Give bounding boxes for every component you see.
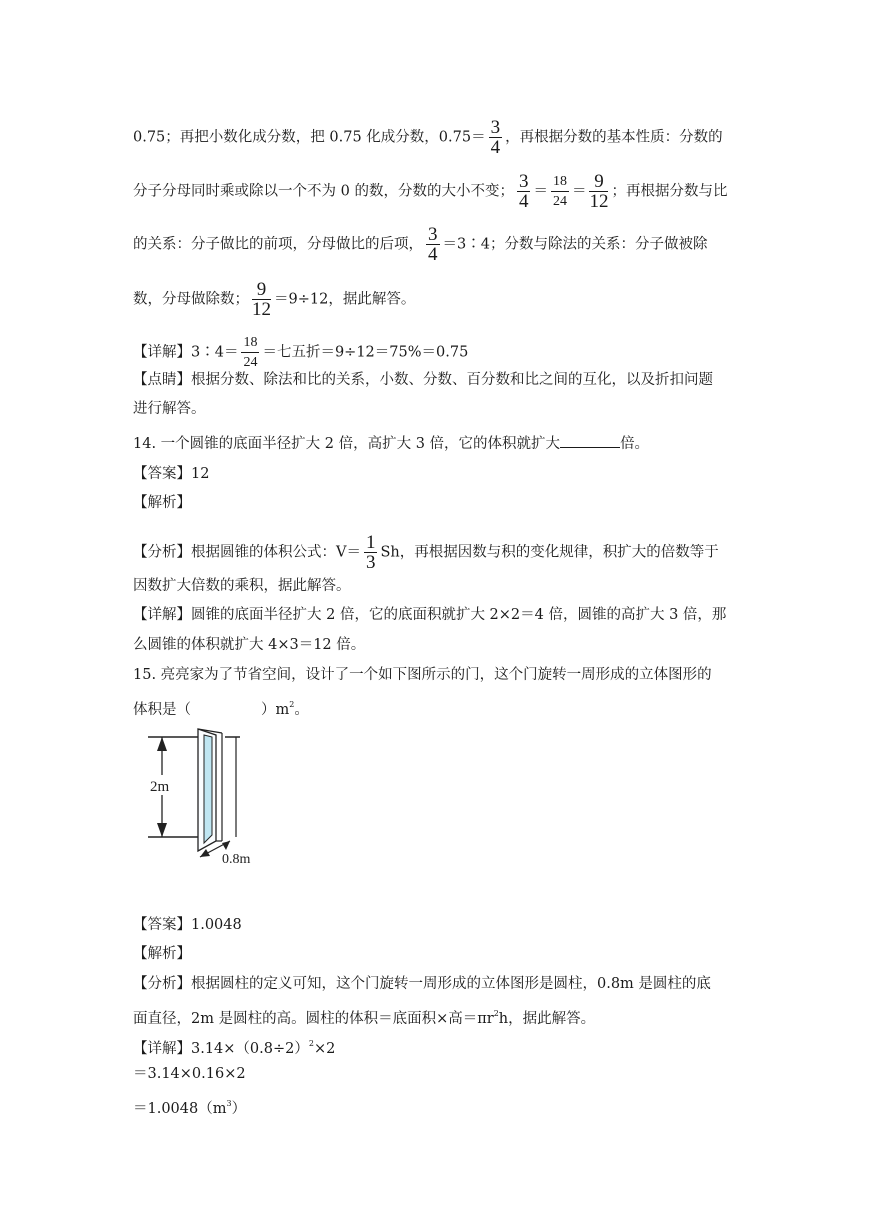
text: ＝3∶4；分数与除法的关系：分子做被除 bbox=[442, 236, 708, 253]
text: 【详解】3.14×（0.8÷2） bbox=[133, 1041, 309, 1057]
numerator: 9 bbox=[589, 172, 608, 192]
text: ＝七五折＝9÷12＝75%＝0.75 bbox=[262, 344, 469, 361]
text: ） bbox=[231, 1101, 247, 1117]
height-label: 2m bbox=[150, 779, 170, 795]
text: 。 bbox=[294, 702, 309, 718]
fraction bbox=[426, 225, 440, 264]
text: ＝1.0048（m bbox=[133, 1101, 227, 1117]
text: 数，分母做除数； bbox=[133, 291, 249, 308]
numerator: 3 bbox=[518, 171, 529, 192]
text-line: 【点睛】根据分数、除法和比的关系，小数、分数、百分数和比之间的互化，以及折扣问题 bbox=[133, 372, 713, 388]
text-line: 分子分母同时乘或除以一个不为 0 的数，分数的大小不变； $\frac{3}{4}$ ＝ $\frac{18}{24}$ ＝ $\frac{9}{12}$ ；再根据分数与比 bbox=[133, 171, 728, 212]
fraction bbox=[589, 172, 608, 211]
denominator: 24 bbox=[243, 355, 258, 370]
denominator: 12 bbox=[589, 191, 609, 212]
text-line bbox=[133, 280, 415, 319]
text: 14. 一个圆锥的底面半径扩大 2 倍，高扩大 3 倍，它的体积就扩大 bbox=[133, 436, 561, 452]
numerator: 9 bbox=[252, 280, 271, 300]
denominator: 4 bbox=[518, 191, 529, 212]
fraction bbox=[551, 172, 569, 211]
numerator: 18 bbox=[241, 333, 259, 353]
text-line bbox=[133, 533, 719, 572]
text-line: 因数扩大倍数的乘积，据此解答。 bbox=[133, 578, 351, 594]
superscript: 2 bbox=[308, 1039, 314, 1048]
text: 面直径，2m 是圆柱的高。圆柱的体积＝底面积×高＝πr bbox=[133, 1011, 494, 1027]
denominator: 3 bbox=[365, 552, 376, 573]
text-line bbox=[133, 333, 468, 372]
text: ；再根据分数与比 bbox=[611, 183, 728, 200]
door-diagram bbox=[140, 725, 270, 870]
denominator: 24 bbox=[552, 194, 567, 209]
text: Sh，再根据因数与积的变化规律，积扩大的倍数等于 bbox=[380, 544, 719, 561]
text: ＝9÷12，据此解答。 bbox=[274, 291, 416, 308]
text-line bbox=[133, 225, 707, 264]
text: ×2 bbox=[313, 1041, 336, 1057]
text-line bbox=[133, 118, 723, 157]
text: 倍。 bbox=[620, 436, 650, 452]
fraction bbox=[364, 533, 378, 572]
denominator: 4 bbox=[490, 137, 501, 158]
numerator: 18 bbox=[551, 172, 569, 192]
text-line: 进行解答。 bbox=[133, 401, 206, 417]
numerator: 3 bbox=[490, 117, 501, 138]
denominator: 4 bbox=[428, 244, 438, 265]
text: 【详解】3∶4＝ bbox=[133, 344, 239, 361]
text-line bbox=[133, 1034, 335, 1059]
fraction bbox=[489, 118, 503, 157]
fraction bbox=[252, 280, 271, 319]
question-15: 15. 亮亮家为了节省空间，设计了一个如下图所示的门，这个门旋转一周形成的立体图形的 bbox=[133, 667, 712, 683]
text: 的关系：分子做比的前项，分母做比的后项， bbox=[133, 236, 423, 253]
text: 分子分母同时乘或除以一个不为 0 的数，分数的大小不变； bbox=[133, 183, 514, 200]
text: ）m bbox=[261, 702, 290, 718]
fraction bbox=[241, 333, 259, 372]
superscript: 2 bbox=[493, 1009, 499, 1018]
numerator: 3 bbox=[428, 224, 438, 245]
fraction bbox=[517, 172, 531, 211]
answer-line: 【答案】1.0048 bbox=[133, 917, 242, 933]
question-14 bbox=[133, 433, 649, 454]
superscript: 2 bbox=[289, 700, 295, 709]
text: 0.75；再把小数化成分数，把 0.75 化成分数，0.75＝ bbox=[133, 129, 486, 146]
text-line: 【分析】根据圆柱的定义可知，这个门旋转一周形成的立体图形是圆柱，0.8m 是圆柱的底 bbox=[133, 976, 711, 992]
text-line bbox=[133, 1004, 595, 1029]
text: 【分析】根据圆锥的体积公式：V＝ bbox=[133, 544, 361, 561]
answer-blank bbox=[560, 433, 620, 448]
analysis-heading: 【解析】 bbox=[133, 495, 191, 511]
text: 体积是（ bbox=[133, 702, 191, 718]
text-line: 【详解】圆锥的底面半径扩大 2 倍，它的底面积就扩大 2×2＝4 倍，圆锥的高扩大 3 倍，那 bbox=[133, 607, 727, 623]
text: ，再根据分数的基本性质：分数的 bbox=[505, 129, 723, 146]
analysis-heading: 【解析】 bbox=[133, 946, 191, 962]
text-line: ＝3.14×0.16×2 bbox=[133, 1066, 246, 1082]
text: h，据此解答。 bbox=[498, 1011, 596, 1027]
numerator: 1 bbox=[365, 532, 376, 553]
denominator: 12 bbox=[252, 299, 271, 320]
width-label: 0.8m bbox=[222, 852, 251, 867]
text-line bbox=[133, 695, 309, 720]
superscript: 3 bbox=[226, 1099, 232, 1108]
text-line: 么圆锥的体积就扩大 4×3＝12 倍。 bbox=[133, 637, 366, 653]
text-line bbox=[133, 1094, 246, 1119]
answer-line: 【答案】12 bbox=[133, 466, 210, 482]
